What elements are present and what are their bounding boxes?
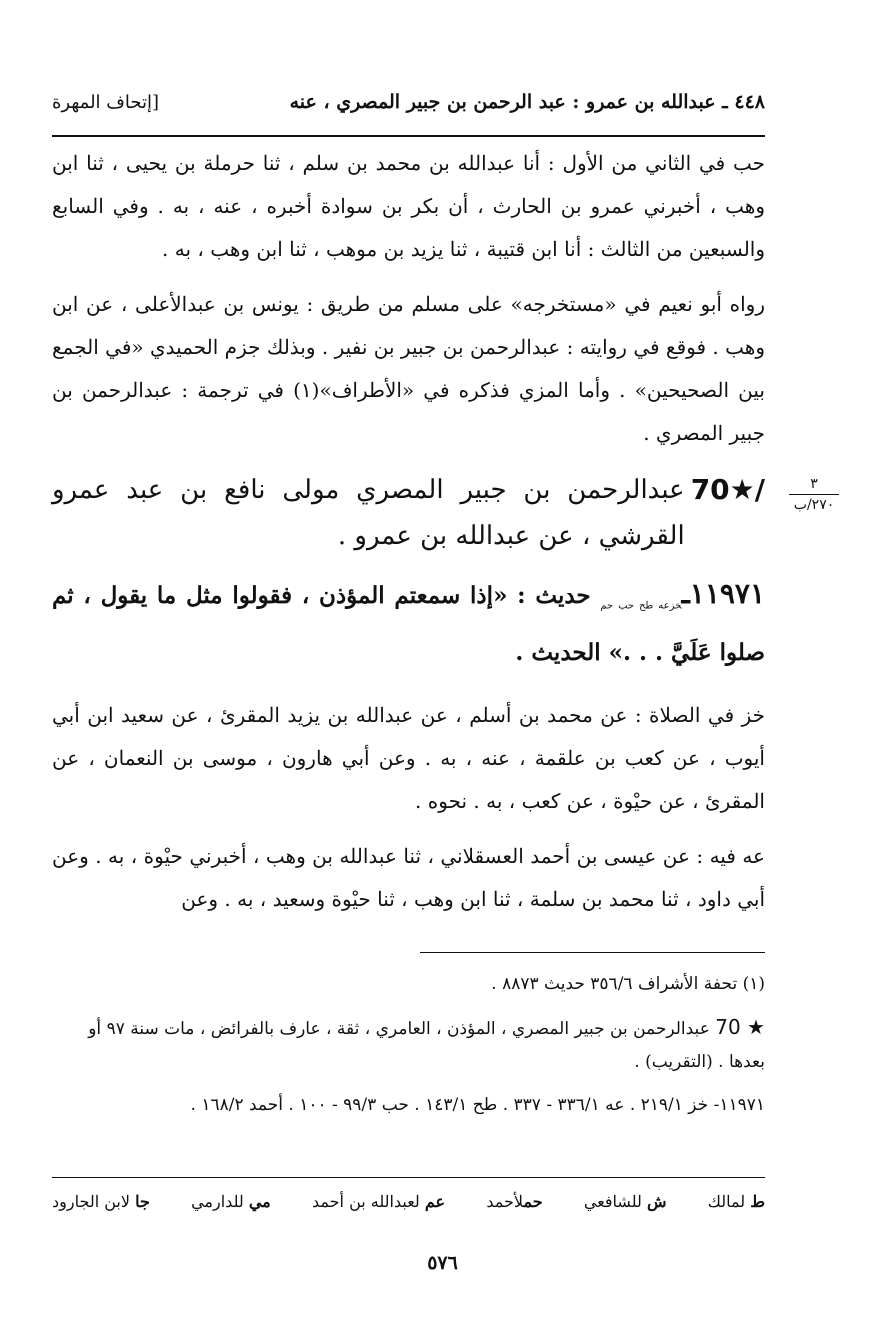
paragraph: رواه أبو نعيم في «مستخرجه» على مسلم من طريق : يونس بن عبدالأعلى ، عن ابن وهب . فوقع في روايته : عبدالرحمن بن جبير بن نفير . وبذلك جزم الحميدي «في الجمع بين الصحيحين» . وأما المزي فذكره في «الأطراف»(١) في ترجمة : عبدالرحمن بن جبير المصري . [52, 292, 766, 445]
hadith-number: ١١٩٧١ـ [681, 577, 765, 610]
paragraph: حب في الثاني من الأول : أنا عبدالله بن محمد بن سلم ، ثنا حرملة بن يحيى ، ثنا ابن وهب ، أخبرني عمرو بن الحارث ، أن بكر بن سوادة أخبره ، عنه ، به . وفي السابع والسبعين من الثالث : أنا ابن قتيبة ، ثنا يزيد بن موهب ، ثنا ابن وهب ، به . [52, 151, 765, 261]
margin-note-top: ٣ [810, 476, 818, 492]
footnote-text: عبدالرحمن بن جبير المصري ، المؤذن ، العامري ، ثقة ، عارف بالفرائض ، مات سنة ٩٧ أو بعدها . (التقريب) . [88, 1019, 765, 1072]
hadith-sigla: خزعه طح حب حم [600, 600, 682, 612]
paragraph: عه فيه : عن عيسى بن أحمد العسقلاني ، ثنا عبدالله بن وهب ، أخبرني حيْوة ، به . وعن أبي داود ، ثنا محمد بن سلمة ، ثنا ابن وهب ، ثنا حيْوة وسعيد ، به . وعن [52, 843, 765, 911]
main-text [52, 142, 765, 933]
legend-item: ط لمالك [707, 1192, 765, 1211]
footnote: ١١٩٧١- خز ٢١٩/١ . عه ٣٣٦/١ - ٣٣٧ . طح ١٤٣/١ . حب ٩٩/٣ - ١٠٠ . أحمد ١٦٨/٢ . [190, 1095, 765, 1115]
hadith-heading [52, 571, 765, 676]
legend-item: مي للدارمي [191, 1192, 271, 1211]
legend-item: حملأحمد [486, 1192, 543, 1211]
entry-heading [52, 467, 765, 559]
footnotes [52, 968, 765, 1132]
legend-item: ش للشافعي [583, 1192, 667, 1211]
legend-item: جا لابن الجارود [52, 1192, 150, 1211]
legend-item: عم لعبدالله بن أحمد [312, 1192, 446, 1211]
margin-note-bottom: ٢٧٠/ب [793, 497, 835, 513]
entry-title: عبدالرحمن بن جبير المصري مولى نافع بن عبد عمرو القرشي ، عن عبدالله بن عمرو . [52, 475, 685, 551]
paragraph: خز في الصلاة : عن محمد بن أسلم ، عن عبدالله بن يزيد المقرئ ، عن سعيد ابن أبي أيوب ، عن كعب بن علقمة ، عنه ، به . وعن أبي هارون ، موسى بن النعمان ، عن المقرئ ، عن حيْوة ، عن كعب ، به . نحوه . [52, 702, 765, 813]
margin-note-rule [789, 494, 839, 495]
footnote [52, 1011, 765, 1079]
page-number: ٥٧٦ [427, 1252, 458, 1274]
legend-rule [52, 1177, 765, 1178]
footnote-rule [420, 952, 765, 953]
footnote: (١) تحفة الأشراف ٣٥٦/٦ حديث ٨٨٧٣ . [491, 974, 765, 994]
header-book-name: [إتحاف المهرة [52, 91, 160, 113]
footnote-mark: 70 ★ [715, 1015, 765, 1039]
header-title: ٤٤٨ ـ عبدالله بن عمرو : عبد الرحمن بن جبير المصري ، عنه [289, 91, 765, 113]
margin-note [783, 476, 845, 513]
abbreviation-legend [52, 1192, 765, 1211]
running-header [52, 86, 765, 118]
hadith-text: حديث : «إذا سمعتم المؤذن ، فقولوا مثل ما يقول ، ثم صلوا عَلَيَّ . . .» الحديث . [52, 582, 765, 666]
header-rule [52, 135, 765, 137]
entry-number: 70★/ [690, 473, 765, 506]
